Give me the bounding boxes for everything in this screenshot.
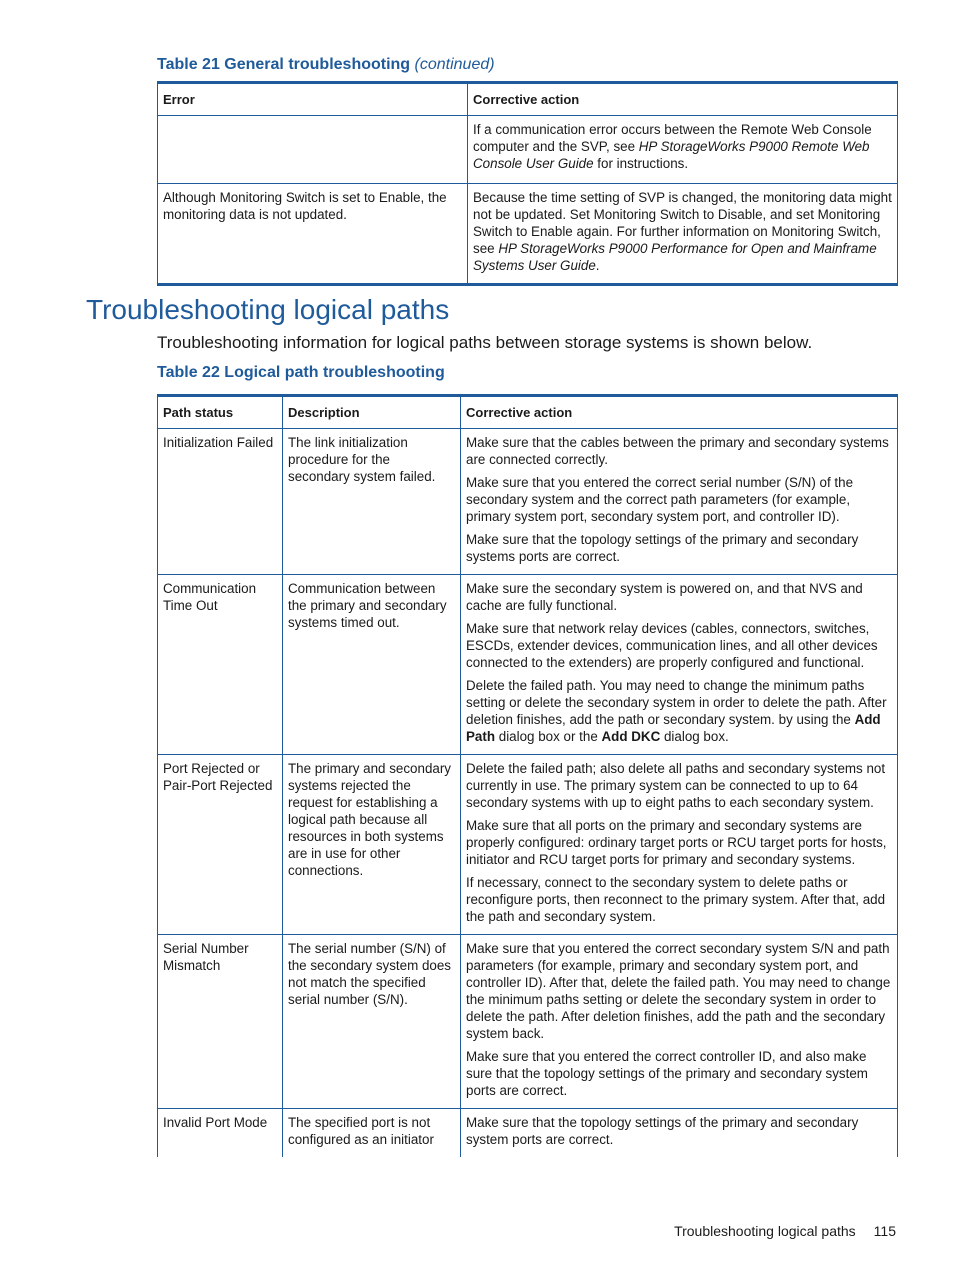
table-row	[158, 575, 898, 755]
action-cell	[468, 116, 898, 184]
action-cell	[461, 755, 898, 935]
action-text: If a communication error occurs between the Remote Web Console computer and the SVP, see	[473, 122, 872, 154]
action-paragraph: Make sure that network relay devices (cables, connectors, switches, ESCDs, extender devices, communication lines, and all other devices connected to the extenders) are properly configured and functional.	[466, 621, 878, 670]
path-status-cell: Initialization Failed	[158, 429, 283, 575]
action-paragraph: Make sure that you entered the correct controller ID, and also make sure that the topology settings of the primary and secondary system ports are correct.	[466, 1049, 868, 1098]
error-cell	[158, 116, 468, 184]
action-text: Because the time setting of SVP is changed, the monitoring data might not be updated. Set Monitoring Switch to Disable, and set Monitoring Switch to Enable again. For further information on Monitoring Switch, see	[473, 190, 892, 256]
action-text: dialog box.	[660, 729, 729, 744]
header-description: Description	[283, 396, 461, 429]
page-number: 115	[873, 1223, 896, 1239]
action-text: for instructions.	[593, 156, 689, 171]
description-cell: The specified port is not configured as an initiator	[283, 1109, 461, 1158]
table-21-caption	[157, 56, 495, 74]
header-corrective-action: Corrective action	[461, 396, 898, 429]
table-row	[158, 429, 898, 575]
table-21	[157, 81, 898, 286]
table-row	[158, 755, 898, 935]
ui-label-add-path: Add Path	[466, 712, 881, 744]
description-cell: Communication between the primary and secondary systems timed out.	[283, 575, 461, 755]
path-status-cell: Port Rejected or Pair-Port Rejected	[158, 755, 283, 935]
ui-label-add-dkc: Add DKC	[601, 729, 661, 744]
action-text: .	[595, 258, 600, 273]
path-status-cell: Invalid Port Mode	[158, 1109, 283, 1158]
action-paragraph: Make sure that the topology settings of the primary and secondary system ports are correct.	[466, 1115, 859, 1147]
action-text: Delete the failed path. You may need to change the minimum paths setting or delete the secondary system in order to delete the path. After deletion finishes, add the path or secondary system. by using the	[466, 678, 887, 727]
running-title: Troubleshooting logical paths	[674, 1223, 856, 1239]
table-row	[158, 935, 898, 1109]
action-paragraph: If necessary, connect to the secondary system to delete paths or reconfigure ports, then reconnect to the primary system. After that, add the path and secondary system.	[466, 875, 886, 924]
header-path-status: Path status	[158, 396, 283, 429]
table-header-row	[158, 396, 898, 429]
table-22	[157, 394, 898, 1157]
action-cell	[461, 575, 898, 755]
action-cell	[461, 935, 898, 1109]
table-22-caption: Table 22 Logical path troubleshooting	[157, 364, 445, 381]
path-status-cell: Serial Number Mismatch	[158, 935, 283, 1109]
description-cell: The serial number (S/N) of the secondary system does not match the specified serial number (S/N).	[283, 935, 461, 1109]
page-footer	[674, 1223, 896, 1239]
doc-reference: HP StorageWorks P9000 Remote Web Console User Guide	[473, 139, 870, 171]
action-paragraph: Make sure the secondary system is powered on, and that NVS and cache are fully functional.	[466, 581, 863, 613]
table-row	[158, 1109, 898, 1158]
table-row	[158, 184, 898, 285]
action-paragraph	[466, 677, 892, 745]
action-paragraph: Make sure that all ports on the primary and secondary systems are properly configured: ordinary target ports or RCU target ports for hosts, initiator and RCU target ports for primary and secondary systems.	[466, 818, 887, 867]
action-cell	[468, 184, 898, 285]
header-error: Error	[158, 83, 468, 116]
doc-reference: HP StorageWorks P9000 Performance for Open and Mainframe Systems User Guide	[473, 241, 877, 273]
action-paragraph: Delete the failed path; also delete all paths and secondary systems not currently in use. The primary system can be connected to up to 64 secondary systems with up to eight paths to each secondary system.	[466, 761, 886, 810]
action-cell	[461, 1109, 898, 1158]
section-intro: Troubleshooting information for logical paths between storage systems is shown below.	[157, 333, 813, 352]
action-text: dialog box or the	[495, 729, 602, 744]
section-title: Troubleshooting logical paths	[86, 294, 450, 325]
action-paragraph: Make sure that you entered the correct serial number (S/N) of the secondary system and the correct path parameters (for example, primary system port, secondary system port, and controller ID).	[466, 475, 854, 524]
header-corrective-action: Corrective action	[468, 83, 898, 116]
action-paragraph: Make sure that you entered the correct secondary system S/N and path parameters (for example, primary and secondary system port, and controller ID). After that, delete the failed path. You may need to change the minimum paths setting or delete the secondary system in order to delete the path. After deletion finishes, add the path and the secondary system back.	[466, 941, 891, 1041]
path-status-cell: Communication Time Out	[158, 575, 283, 755]
action-paragraph: Make sure that the topology settings of the primary and secondary systems ports are correct.	[466, 532, 859, 564]
error-cell: Although Monitoring Switch is set to Enable, the monitoring data is not updated.	[158, 184, 468, 285]
description-cell: The primary and secondary systems rejected the request for establishing a logical path because all resources in both systems are in use for other connections.	[283, 755, 461, 935]
action-paragraph: Make sure that the cables between the primary and secondary systems are connected correctly.	[466, 435, 889, 467]
table-header-row	[158, 83, 898, 116]
table-21-caption-label: Table 21 General troubleshooting	[157, 56, 411, 73]
action-cell	[461, 429, 898, 575]
table-21-caption-continued: (continued)	[414, 56, 495, 73]
description-cell: The link initialization procedure for the secondary system failed.	[283, 429, 461, 575]
table-row	[158, 116, 898, 184]
